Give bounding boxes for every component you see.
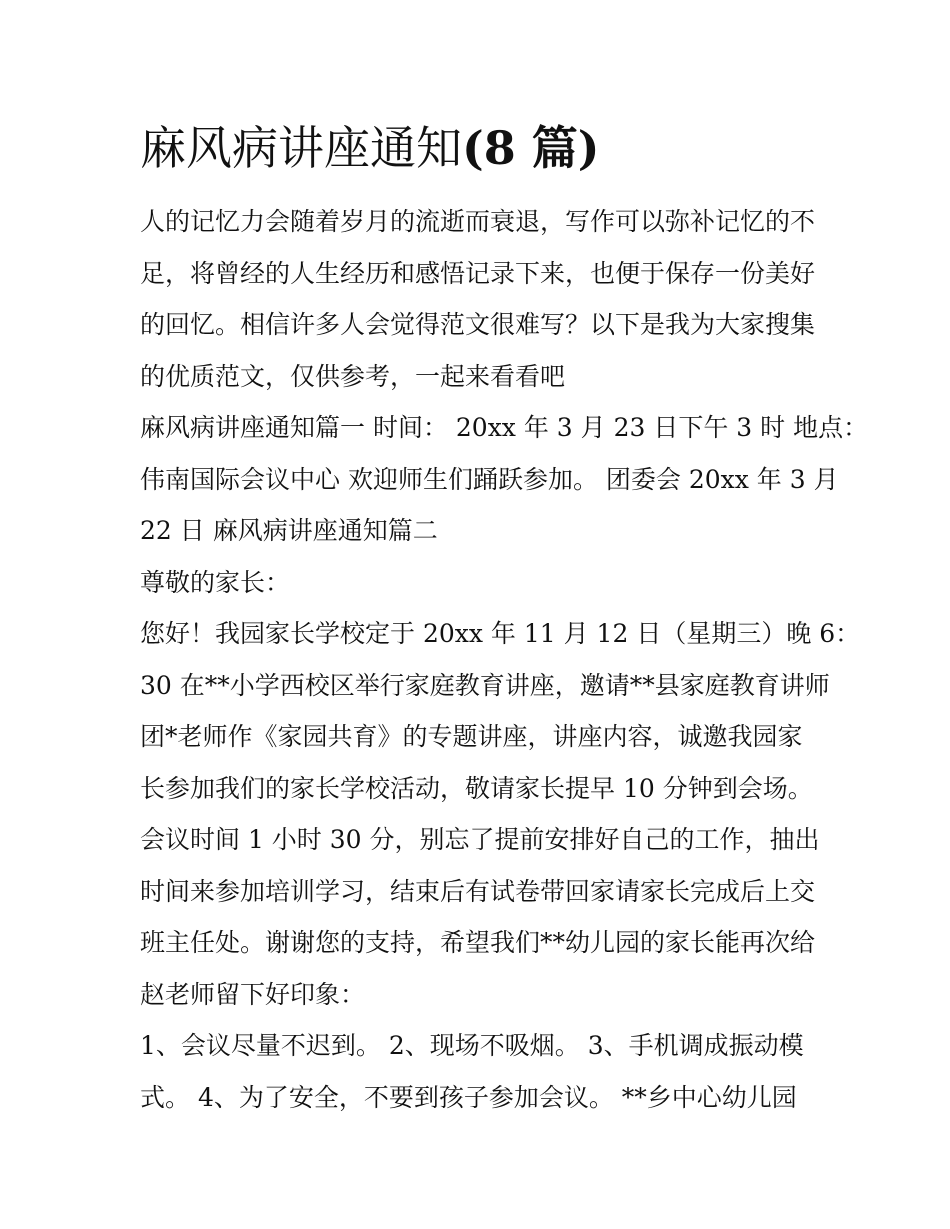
text-line: 22 日 麻风病讲座通知篇二 — [140, 516, 438, 545]
text-line: 赵老师留下好印象： — [140, 979, 366, 1009]
text-line: 团*老师作《家园共育》的专题讲座，讲座内容，诚邀我园家 — [140, 722, 803, 751]
text-line: 伟南国际会议中心 欢迎师生们踊跃参加。 团委会 20xx 年 3 月 — [140, 464, 839, 494]
text-line: 1、会议尽量不迟到。 2、现场不吸烟。 3、手机调成振动模 — [140, 1031, 804, 1060]
document-title — [140, 116, 840, 180]
text-line: 麻风病讲座通知篇一 时间： 20xx 年 3 月 23 日下午 3 时 地点： — [140, 413, 869, 442]
text-line: 尊敬的家长： — [140, 567, 291, 597]
text-line: 长参加我们的家长学校活动，敬请家长提早 10 分钟到会场。 — [140, 773, 813, 803]
text-line: 足，将曾经的人生经历和感悟记录下来，也便于保存一份美好 — [140, 258, 816, 288]
text-line: 人的记忆力会随着岁月的流逝而衰退，写作可以弥补记忆的不 — [140, 207, 816, 236]
title-text: 麻风病讲座通知 — [140, 121, 462, 175]
text-line: 时间来参加培训学习，结束后有试卷带回家请家长完成后上交 — [140, 876, 816, 906]
text-line: 班主任处。谢谢您的支持，希望我们**幼儿园的家长能再次给 — [140, 928, 816, 957]
text-line: 会议时间 1 小时 30 分，别忘了提前安排好自己的工作，抽出 — [140, 825, 820, 854]
text-line: 的优质范文，仅供参考，一起来看看吧 — [140, 361, 566, 391]
title-count: (8 篇) — [462, 121, 600, 175]
text-line: 式。 4、为了安全，不要到孩子参加会议。 **乡中心幼儿园 — [140, 1082, 797, 1112]
document-body — [140, 196, 869, 1123]
text-line: 您好！我园家长学校定于 20xx 年 11 月 12 日（星期三）晚 6： — [140, 619, 861, 648]
text-line: 的回忆。相信许多人会觉得范文很难写？以下是我为大家搜集 — [140, 310, 816, 339]
text-line: 30 在**小学西校区举行家庭教育讲座，邀请**县家庭教育讲师 — [140, 670, 830, 700]
